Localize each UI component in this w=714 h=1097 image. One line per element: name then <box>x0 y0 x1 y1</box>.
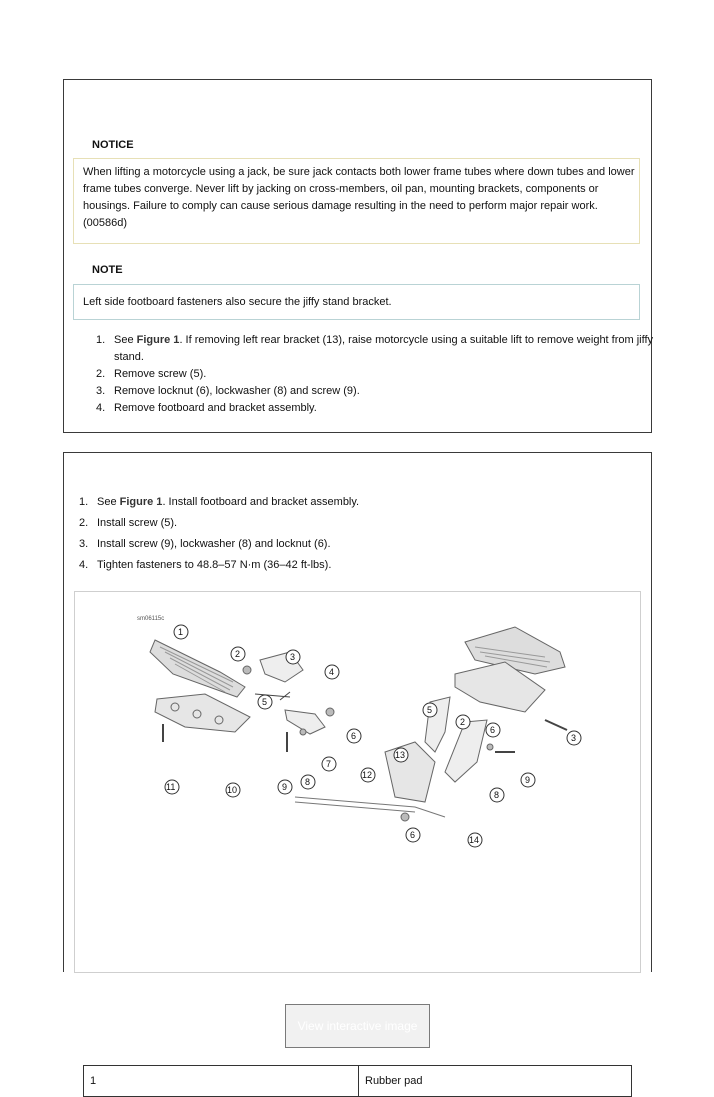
callout-label: 10 <box>227 785 238 795</box>
step-text: See <box>114 334 137 346</box>
step-number: 2. <box>96 368 106 380</box>
list-item <box>79 557 639 574</box>
table-row <box>84 1066 632 1097</box>
callout-label: 5 <box>262 697 268 707</box>
callout-label: 4 <box>329 667 335 677</box>
footboard-exploded-diagram <box>115 602 605 857</box>
step-text: See <box>97 496 120 508</box>
callout-label: 9 <box>525 775 531 785</box>
step-text: Install screw (5). <box>97 517 178 529</box>
callout-label: 9 <box>282 782 288 792</box>
callout-label: 8 <box>494 790 500 800</box>
callout-label: 3 <box>571 733 577 743</box>
callout-label: 1 <box>178 627 184 637</box>
list-item <box>96 366 644 383</box>
view-interactive-image-button[interactable]: View interactive image <box>285 1004 430 1048</box>
notice-heading: NOTICE <box>92 139 134 151</box>
list-item <box>79 515 639 532</box>
legend-item-description: Rubber pad <box>359 1066 632 1097</box>
step-number: 3. <box>79 538 89 550</box>
figure-link[interactable]: Figure 1 <box>119 496 163 508</box>
step-number: 2. <box>79 517 89 529</box>
step-text: Tighten fasteners to 48.8–57 N·m (36–42 ft-lbs). <box>97 559 332 571</box>
callout-label: 3 <box>290 652 296 662</box>
small-hardware <box>243 652 334 752</box>
callout-label: 6 <box>351 731 357 741</box>
callout-label: 12 <box>362 770 373 780</box>
step-number: 1. <box>79 496 89 508</box>
list-item <box>96 332 654 366</box>
note-text: Left side footboard fasteners also secure the jiffy stand bracket. <box>83 296 392 308</box>
notice-text-line: (00586d) <box>83 217 128 229</box>
legend-table <box>83 1065 632 1097</box>
step-text: . Install footboard and bracket assembly. <box>162 496 360 508</box>
step-number: 3. <box>96 385 106 397</box>
step-text: Remove footboard and bracket assembly. <box>114 402 317 414</box>
list-item <box>79 536 639 553</box>
note-box <box>73 284 640 320</box>
callout-label: 5 <box>427 705 433 715</box>
figure-container <box>74 591 641 1087</box>
step-text: . If removing left rear bracket (13), raise motorcycle using a suitable lift to remove weight from jiffy <box>179 334 654 346</box>
figure-code: sm06115c <box>137 616 165 622</box>
left-footboard <box>150 640 245 697</box>
callout-label: 14 <box>469 835 480 845</box>
notice-text-line: housings. Failure to comply can cause serious damage resulting in the need to perform major repair work. <box>83 200 598 212</box>
step-text: stand. <box>114 351 144 363</box>
step-number: 4. <box>79 559 89 571</box>
right-footboard <box>455 627 565 712</box>
step-text: Install screw (9), lockwasher (8) and locknut (6). <box>97 538 331 550</box>
callout-label: 7 <box>326 759 332 769</box>
notice-text-line: frame tubes converge. Never lift by jacking on cross-members, oil pan, mounting brackets, components or <box>83 183 599 195</box>
removal-steps-list <box>96 332 654 417</box>
callout-label: 11 <box>166 782 176 792</box>
callout-label: 2 <box>235 649 241 659</box>
list-item <box>96 383 644 400</box>
figure-link[interactable]: Figure 1 <box>136 334 180 346</box>
note-heading: NOTE <box>92 264 123 276</box>
callout-label: 6 <box>490 725 496 735</box>
step-text: Remove locknut (6), lockwasher (8) and screw (9). <box>114 385 360 397</box>
list-item <box>96 400 644 417</box>
notice-text-line: When lifting a motorcycle using a jack, be sure jack contacts both lower frame tubes where down tubes and lower <box>83 166 635 178</box>
callout-label: 6 <box>410 830 416 840</box>
callout-label: 13 <box>395 750 406 760</box>
notice-box <box>73 158 640 244</box>
step-number: 1. <box>96 334 106 346</box>
callout-label: 8 <box>305 777 311 787</box>
legend-item-number: 1 <box>84 1066 359 1097</box>
installation-panel <box>63 452 652 1087</box>
callout-label: 2 <box>460 717 466 727</box>
list-item <box>79 494 639 511</box>
step-number: 4. <box>96 402 106 414</box>
removal-panel <box>63 79 652 433</box>
left-bracket <box>155 694 250 732</box>
step-text: Remove screw (5). <box>114 368 207 380</box>
installation-steps-list <box>79 494 639 578</box>
